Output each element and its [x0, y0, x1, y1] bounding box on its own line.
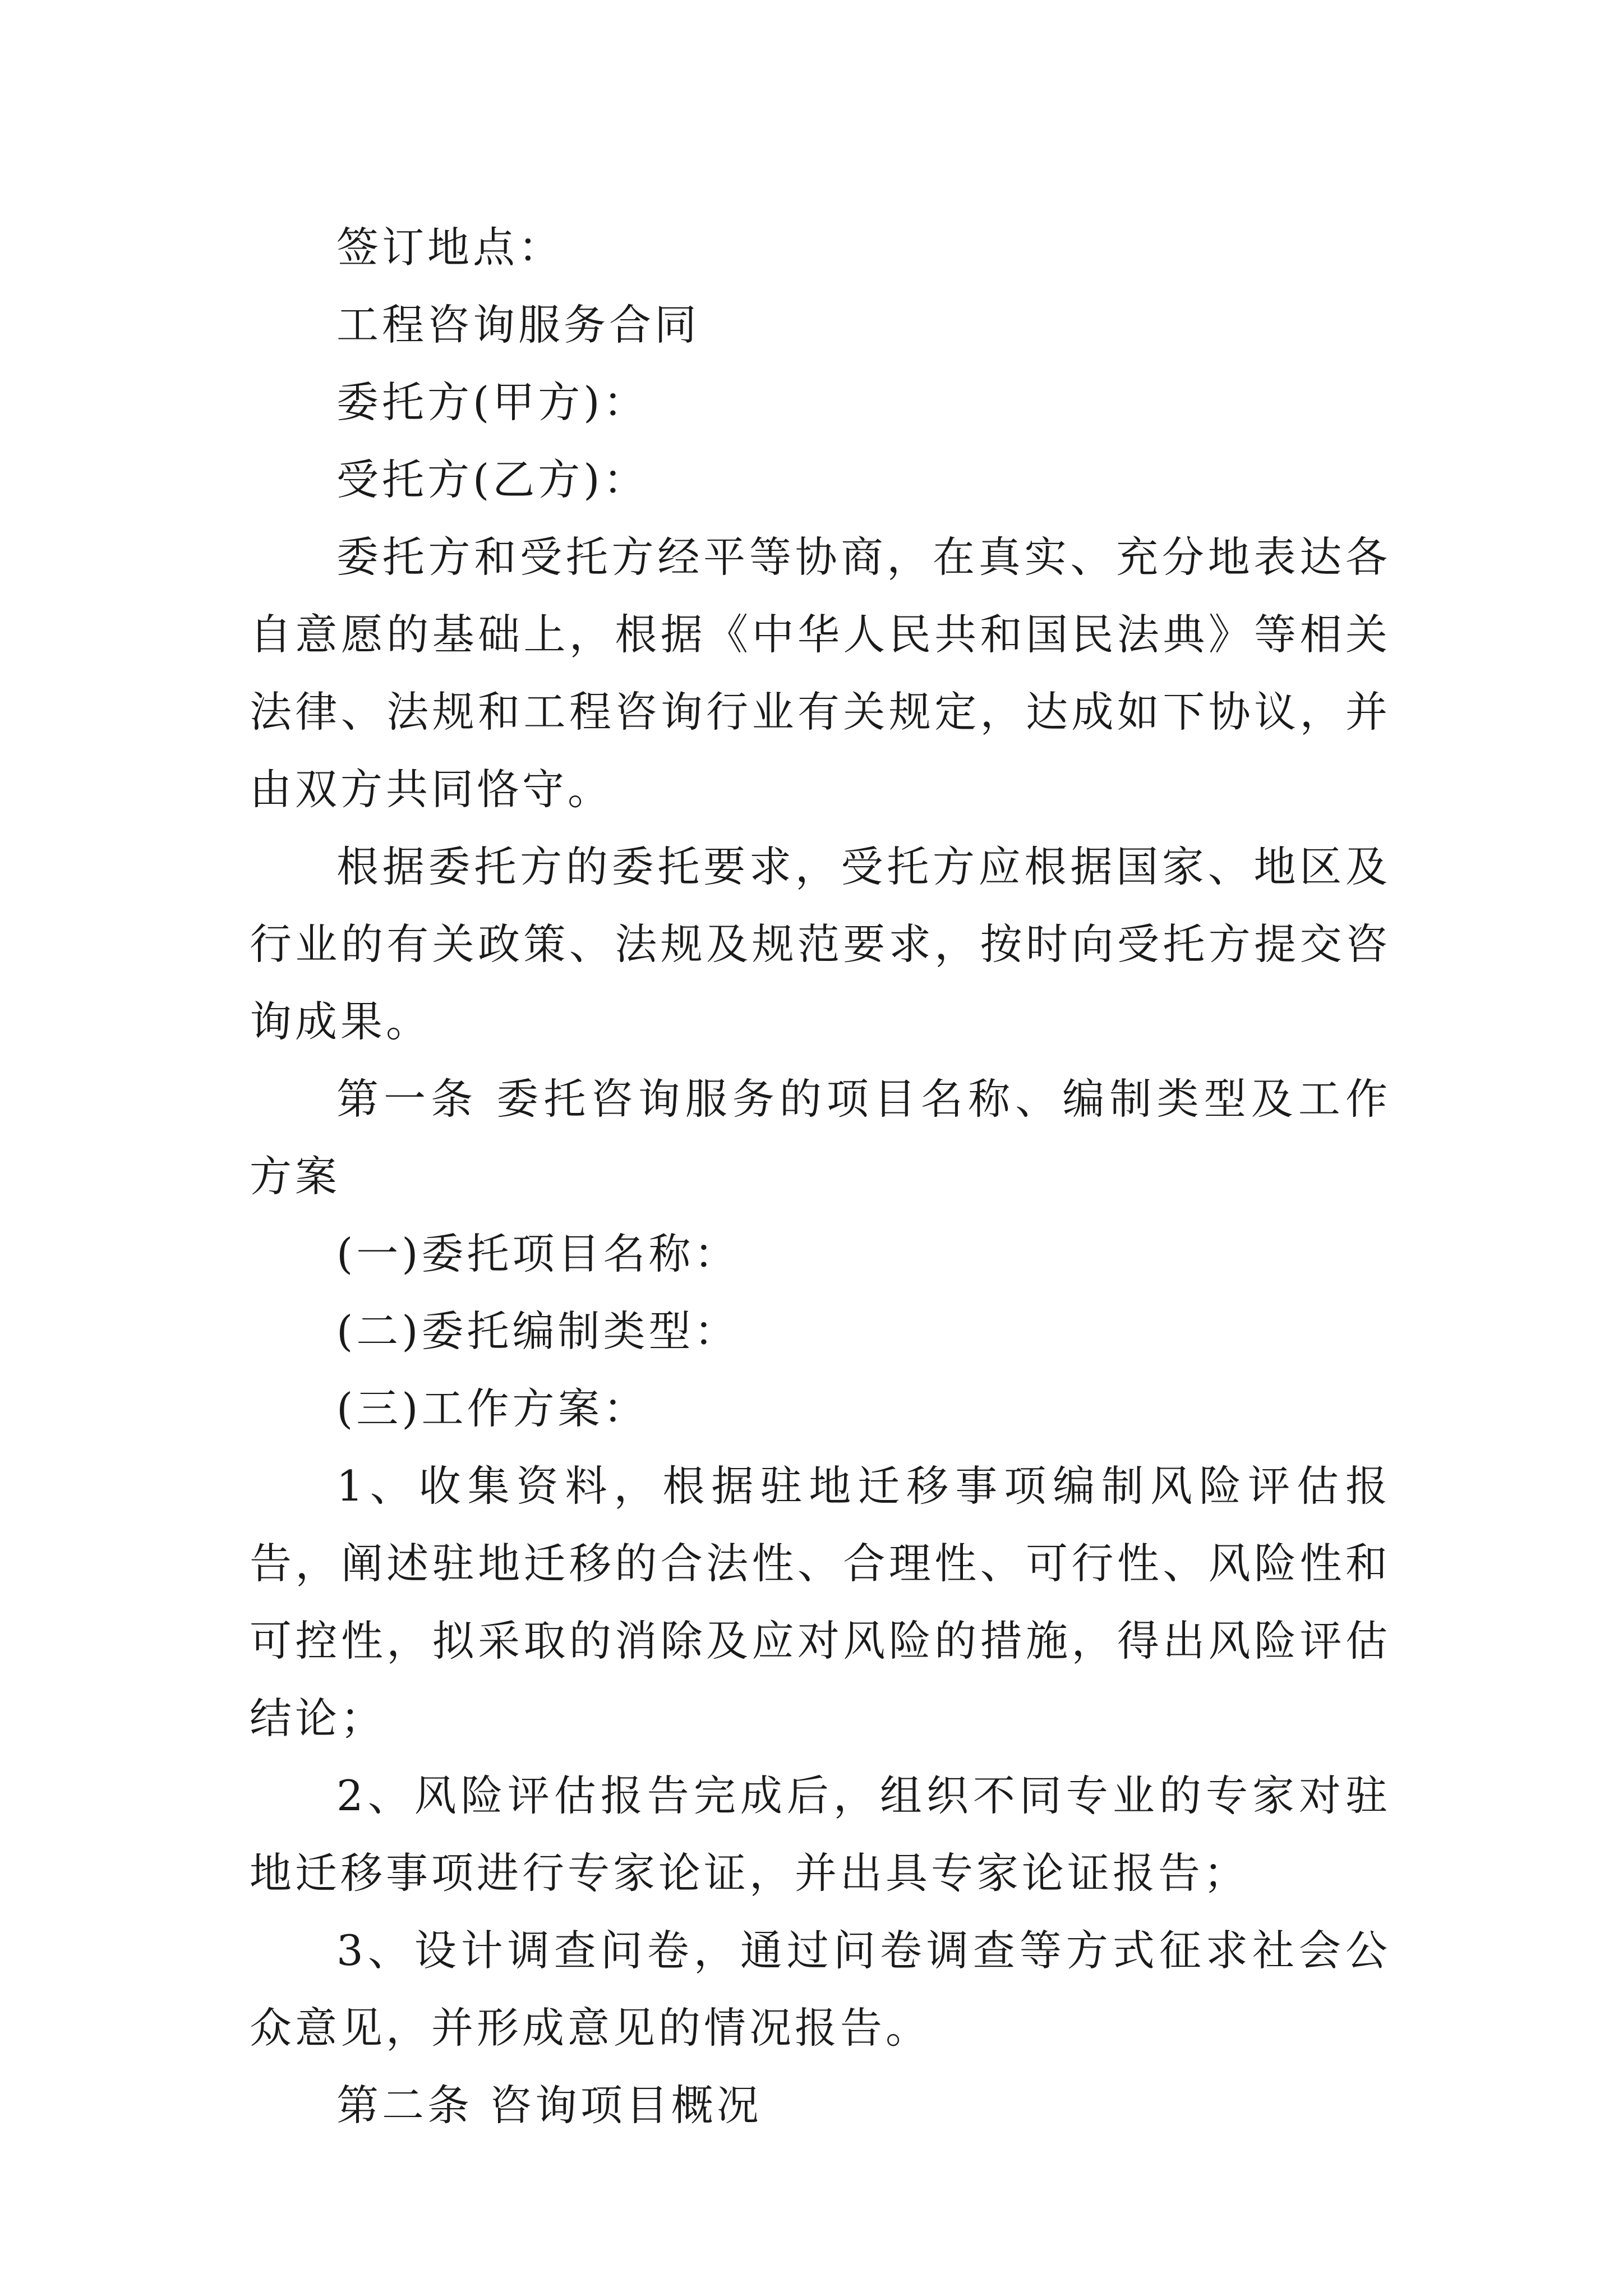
- work-plan-step-3: 3、设计调查问卷，通过问卷调查等方式征求社会公众意见，并形成意见的情况报告。: [250, 1926, 1391, 2053]
- signing-location: 签订地点：: [336, 223, 564, 272]
- item-project-name: (一)委托项目名称：: [336, 1229, 740, 1278]
- contract-body: [250, 209, 1391, 2144]
- article-one-heading: 第一条 委托咨询服务的项目名称、编制类型及工作方案: [250, 1074, 1391, 1201]
- article-two-heading: 第二条 咨询项目概况: [336, 2081, 762, 2130]
- item-work-plan: (三)工作方案：: [336, 1384, 649, 1433]
- party-a-line: 委托方(甲方)：: [336, 378, 649, 427]
- work-plan-step-2: 2、风险评估报告完成后，组织不同专业的专家对驻地迁移事项进行专家论证，并出具专家论证报告；: [250, 1771, 1391, 1898]
- work-plan-step-1: 1、收集资料，根据驻地迁移事项编制风险评估报告，阐述驻地迁移的合法性、合理性、可行性、风险性和可控性，拟采取的消除及应对风险的措施，得出风险评估结论；: [250, 1461, 1391, 1743]
- party-b-line: 受托方(乙方)：: [336, 455, 649, 504]
- contract-title: 工程咨询服务合同: [336, 300, 700, 349]
- commission-paragraph: 根据委托方的委托要求，受托方应根据国家、地区及行业的有关政策、法规及规范要求，按时向受托方提交咨询成果。: [250, 842, 1391, 1046]
- preamble-paragraph: 委托方和受托方经平等协商，在真实、充分地表达各自意愿的基础上，根据《中华人民共和国民法典》等相关法律、法规和工程咨询行业有关规定，达成如下协议，并由双方共同恪守。: [250, 532, 1391, 814]
- item-compilation-type: (二)委托编制类型：: [336, 1306, 740, 1356]
